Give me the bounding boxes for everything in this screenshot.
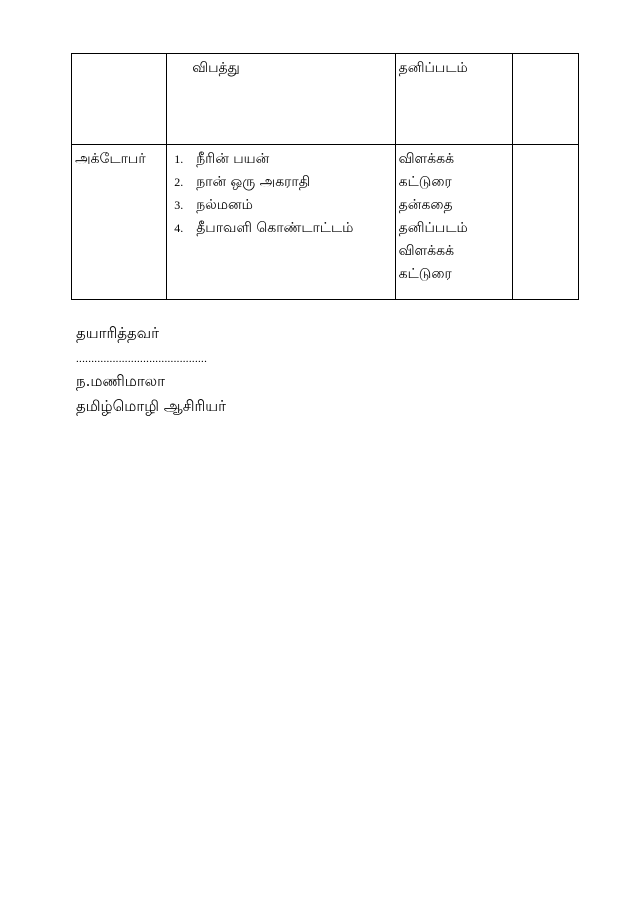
type-cell — [395, 145, 512, 300]
author-designation: தமிழ்மொழி ஆசிரியர் — [76, 397, 226, 415]
lesson-type: தனிப்படம் — [398, 60, 468, 76]
signature-line: ........................................... — [76, 353, 208, 365]
author-name: ந.மணிமாலா — [76, 372, 165, 390]
list-item — [167, 171, 394, 194]
table-row — [72, 54, 579, 145]
extra-cell — [512, 54, 578, 145]
month-cell — [72, 145, 167, 300]
lesson-type: கட்டுரை — [398, 174, 452, 190]
lesson-cell — [167, 54, 395, 145]
signature-block — [76, 322, 226, 417]
lesson-type: தனிப்படம் — [398, 220, 468, 236]
lesson-title: நான் ஒரு அகராதி — [196, 174, 311, 190]
list-number: 2. — [174, 175, 184, 189]
month-cell — [72, 54, 167, 145]
lesson-title: தீபாவளி கொண்டாட்டம் — [196, 220, 354, 236]
lesson-type: தன்கதை — [398, 197, 453, 213]
lesson-title: விபத்து — [192, 60, 240, 76]
type-cell — [395, 54, 512, 145]
list-item — [167, 148, 394, 171]
lesson-type-list — [396, 148, 512, 286]
list-item — [167, 217, 394, 240]
lesson-type: விளக்கக் — [398, 151, 455, 167]
lesson-list — [167, 148, 394, 240]
extra-cell — [512, 145, 578, 300]
lesson-type: கட்டுரை — [398, 266, 452, 282]
lesson-title: நல்மனம் — [196, 197, 253, 213]
lesson-title: நீரின் பயன் — [196, 151, 270, 167]
list-number: 4. — [174, 221, 184, 235]
prepared-by-label: தயாரித்தவர் — [76, 324, 159, 342]
list-item — [167, 194, 394, 217]
table-row — [72, 145, 579, 300]
lesson-plan-table — [71, 53, 579, 300]
list-number: 3. — [174, 198, 184, 212]
list-number: 1. — [174, 152, 184, 166]
month-text: அக்டோபர் — [75, 151, 146, 167]
lesson-cell — [167, 145, 395, 300]
lesson-type: விளக்கக் — [398, 243, 455, 259]
